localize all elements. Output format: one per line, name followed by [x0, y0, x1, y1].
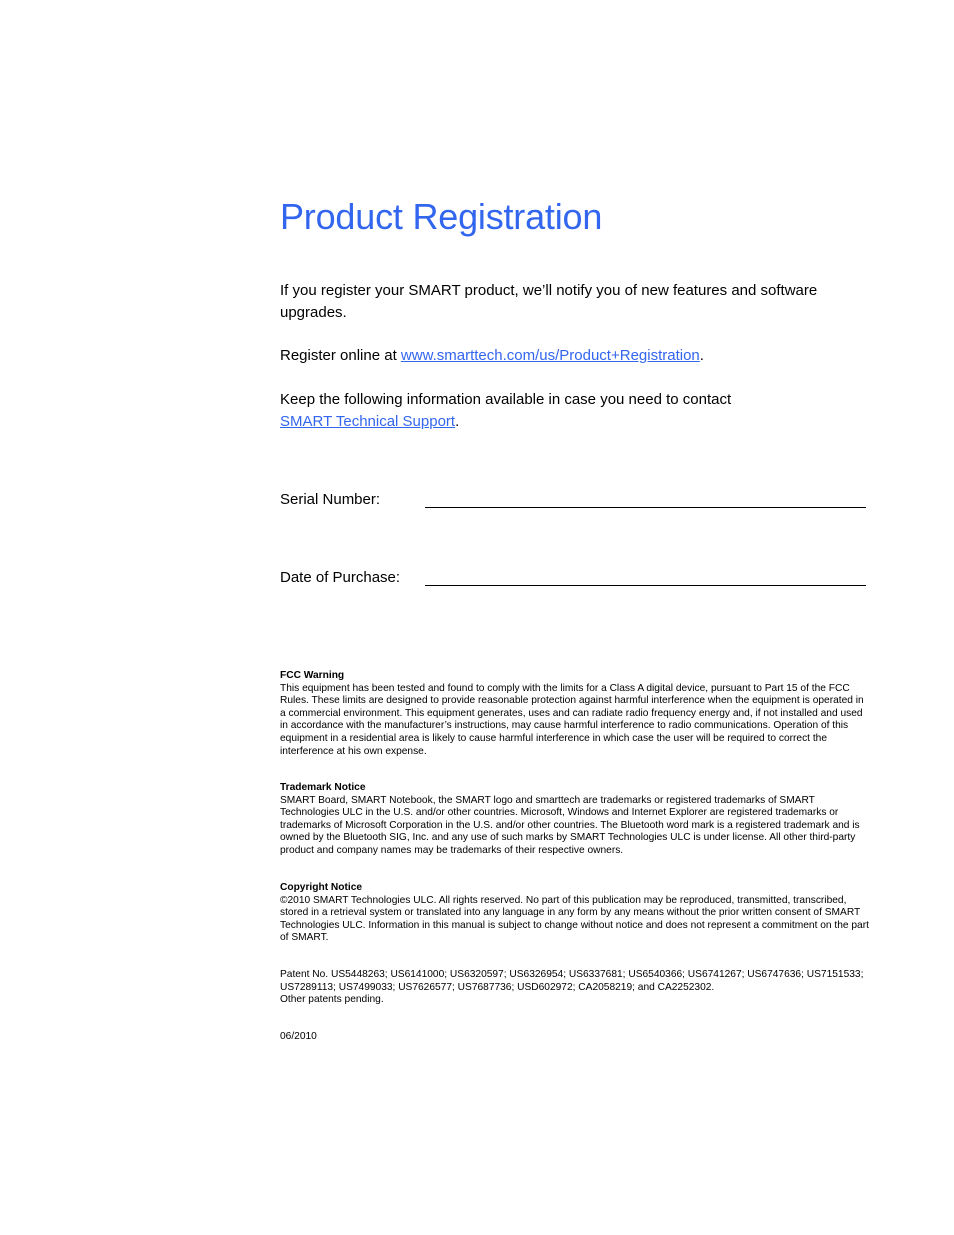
intro-paragraph: If you register your SMART product, we’ll notify you of new features and software upgrades.	[280, 282, 818, 321]
copyright-notice-heading: Copyright Notice	[280, 882, 363, 893]
fcc-warning-body: This equipment has been tested and found to comply with the limits for a Class A digital device, pursuant to Part 15 of the FCC Rules. These limits are designed to provide reasonable protection against harmful interference when the equipment is operated in a commercial environment. This equipment generates, uses and can radiate radio frequency energy and, if not installed and used in accordance with the manufacturer’s instructions, may cause harmful interference to radio communications. Operation of this equipment in a residential area is likely to cause harmful interference in which case the user will be required to correct the interference at his own expense.	[280, 682, 864, 757]
trademark-notice-body: SMART Board, SMART Notebook, the SMART logo and smarttech are trademarks or registered trademarks of SMART Technologies ULC in the U.S. and/or other countries. Microsoft, Windows and Internet Explorer are registered trademarks or trademarks of Microsoft Corporation in the U.S. and/or other countries. The Bluetooth word mark is a registered trademark and is owned by the Bluetooth SIG, Inc. and any use of such marks by SMART Technologies ULC is under license. All other third-party product and company names may be trademarks of their respective owners.	[280, 794, 860, 856]
trademark-notice-heading: Trademark Notice	[280, 782, 366, 793]
register-suffix: .	[699, 347, 704, 364]
serial-number-line[interactable]	[425, 507, 866, 508]
copyright-notice-body: ©2010 SMART Technologies ULC. All rights reserved. No part of this publication may be reproduced, transmitted, transcribed, stored in a retrieval system or translated into any language in any form by any means without the prior written consent of SMART Technologies ULC. Information in this manual is subject to change without notice and does not represent a commitment on the part of SMART.	[280, 894, 869, 944]
register-prefix: Register online at	[280, 347, 401, 364]
registration-link[interactable]: www.smarttech.com/us/Product+Registration	[400, 347, 700, 364]
date-of-purchase-line[interactable]	[425, 585, 866, 586]
copyright-notice-section	[280, 882, 870, 945]
trademark-notice-section	[280, 782, 870, 858]
keep-text: Keep the following information available in case you need to contact	[280, 391, 732, 408]
page-title: Product Registration	[280, 196, 603, 237]
register-paragraph	[280, 345, 868, 367]
technical-support-link[interactable]: SMART Technical Support	[280, 413, 456, 430]
patents-list: Patent No. US5448263; US6141000; US6320597; US6326954; US6337681; US6540366; US6741267; US6747636; US7151533; US7289113; US7499033; US7626577; US7687736; USD602972; CA2058219; and CA2252302.	[280, 969, 864, 993]
serial-number-label: Serial Number:	[280, 491, 381, 508]
fcc-warning-heading: FCC Warning	[280, 670, 345, 681]
keep-suffix: .	[455, 413, 460, 430]
date-of-purchase-label: Date of Purchase:	[280, 569, 401, 586]
patents-pending: Other patents pending.	[280, 994, 384, 1006]
patents-section	[280, 969, 870, 1007]
keep-paragraph	[280, 389, 868, 433]
fcc-warning-section	[280, 670, 870, 758]
document-date: 06/2010	[280, 1031, 317, 1042]
